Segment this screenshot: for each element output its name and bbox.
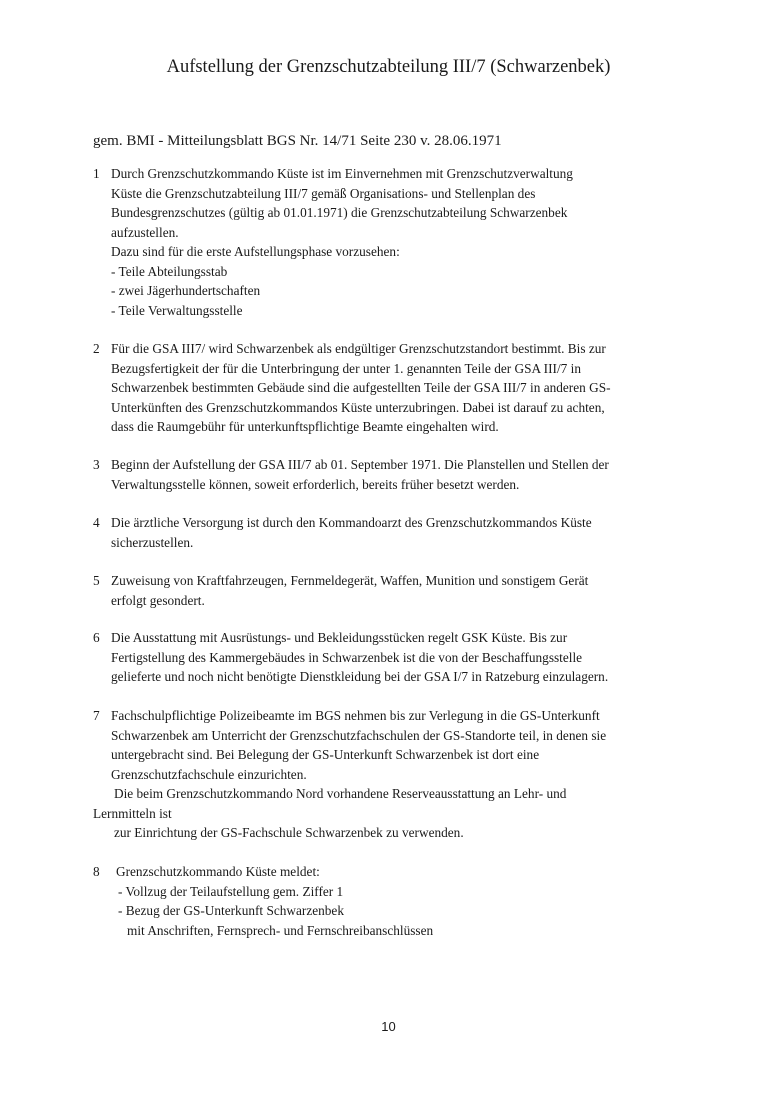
item-line: mit Anschriften, Fernsprech- und Fernschreibanschlüssen [127,922,434,938]
list-item-8 [93,862,693,940]
item-line: Zuweisung von Kraftfahrzeugen, Fernmeldegerät, Waffen, Munition und sonstigem Gerät [111,573,589,588]
item-line: Küste die Grenzschutzabteilung III/7 gemäß Organisations- und Stellenplan des [111,185,536,201]
item-line: sicherzustellen. [111,534,194,550]
item-line: aufzustellen. [111,224,179,240]
item-line: untergebracht sind. Bei Belegung der GS-Unterkunft Schwarzenbek ist dort eine [111,747,540,762]
item-line: Die beim Grenzschutzkommando Nord vorhandene Reserveausstattung an Lehr- und [114,786,567,801]
list-item-7 [93,706,693,843]
item-line: erfolgt gesondert. [111,592,205,608]
item-line: gelieferte und noch nicht benötigte Dienstkleidung bei der GSA I/7 in Ratzeburg einzulagern. [111,669,609,684]
item-subpoint: - Bezug der GS-Unterkunft Schwarzenbek [118,903,344,918]
item-number: 3 [93,457,100,472]
item-number: 2 [93,341,100,356]
item-line: dass die Raumgebühr für unterkunftspflichtige Beamte eingehalten wird. [111,419,499,434]
item-number: 1 [93,166,100,181]
item-line: Die ärztliche Versorgung ist durch den Kommandoarzt des Grenzschutzkommandos Küste [111,515,592,530]
item-line: Verwaltungsstelle können, soweit erforderlich, bereits früher besetzt werden. [111,476,520,492]
item-line: Dazu sind für die erste Aufstellungsphase vorzusehen: [111,244,400,259]
item-line: Grenzschutzfachschule einzurichten. [111,766,307,782]
list-item-3 [93,455,693,494]
page-number: 10 [381,1019,396,1034]
list-item-1 [93,164,693,320]
item-subpoint: - Teile Verwaltungsstelle [111,302,243,318]
item-line: Bundesgrenzschutzes (gültig ab 01.01.1971) die Grenzschutzabteilung Schwarzenbek [111,205,568,220]
item-line: Für die GSA III7/ wird Schwarzenbek als endgültiger Grenzschutzstandort bestimmt. Bis zur [111,341,606,356]
item-line: Beginn der Aufstellung der GSA III/7 ab 01. September 1971. Die Planstellen und Stellen der [111,457,609,472]
item-subpoint: - Teile Abteilungsstab [111,263,228,279]
item-number: 6 [93,630,100,645]
page-title: Aufstellung der Grenzschutzabteilung III/7 (Schwarzenbek) [166,57,611,77]
item-line: Fachschulpflichtige Polizeibeamte im BGS nehmen bis zur Verlegung in die GS-Unterkunft [111,708,600,723]
list-item-6 [93,628,693,687]
item-line: Durch Grenzschutzkommando Küste ist im Einvernehmen mit Grenzschutzverwaltung [111,166,573,181]
item-line: Fertigstellung des Kammergebäudes in Schwarzenbek ist die von der Beschaffungsstelle [111,649,583,665]
item-subpoint: - zwei Jägerhundertschaften [111,283,261,298]
list-item-5 [93,571,693,610]
reference-line: gem. BMI - Mitteilungsblatt BGS Nr. 14/71 Seite 230 v. 28.06.1971 [93,133,502,149]
list-item-4 [93,513,693,552]
item-number: 7 [93,708,100,723]
list-item-2 [93,339,693,437]
item-number: 8 [93,864,100,879]
item-line: Bezugsfertigkeit der für die Unterbringung der unter 1. genannten Teile der GSA III/7 in [111,360,581,376]
item-line: Die Ausstattung mit Ausrüstungs- und Bekleidungsstücken regelt GSK Küste. Bis zur [111,630,568,645]
item-number: 5 [93,573,100,588]
item-line: zur Einrichtung der GS-Fachschule Schwarzenbek zu verwenden. [114,825,464,840]
item-line: Schwarzenbek bestimmten Gebäude sind die aufgestellten Teile der GSA III/7 in anderen GS- [111,380,611,395]
item-line: Lernmitteln ist [93,805,172,821]
item-line: Schwarzenbek am Unterricht der Grenzschutzfachschulen der GS-Standorte teil, in denen sie [111,727,607,743]
item-line: Unterkünften des Grenzschutzkommandos Küste unterzubringen. Dabei ist darauf zu achten, [111,399,605,415]
item-line: Grenzschutzkommando Küste meldet: [116,864,320,879]
item-subpoint: - Vollzug der Teilaufstellung gem. Ziffer 1 [118,883,344,899]
item-number: 4 [93,515,100,530]
